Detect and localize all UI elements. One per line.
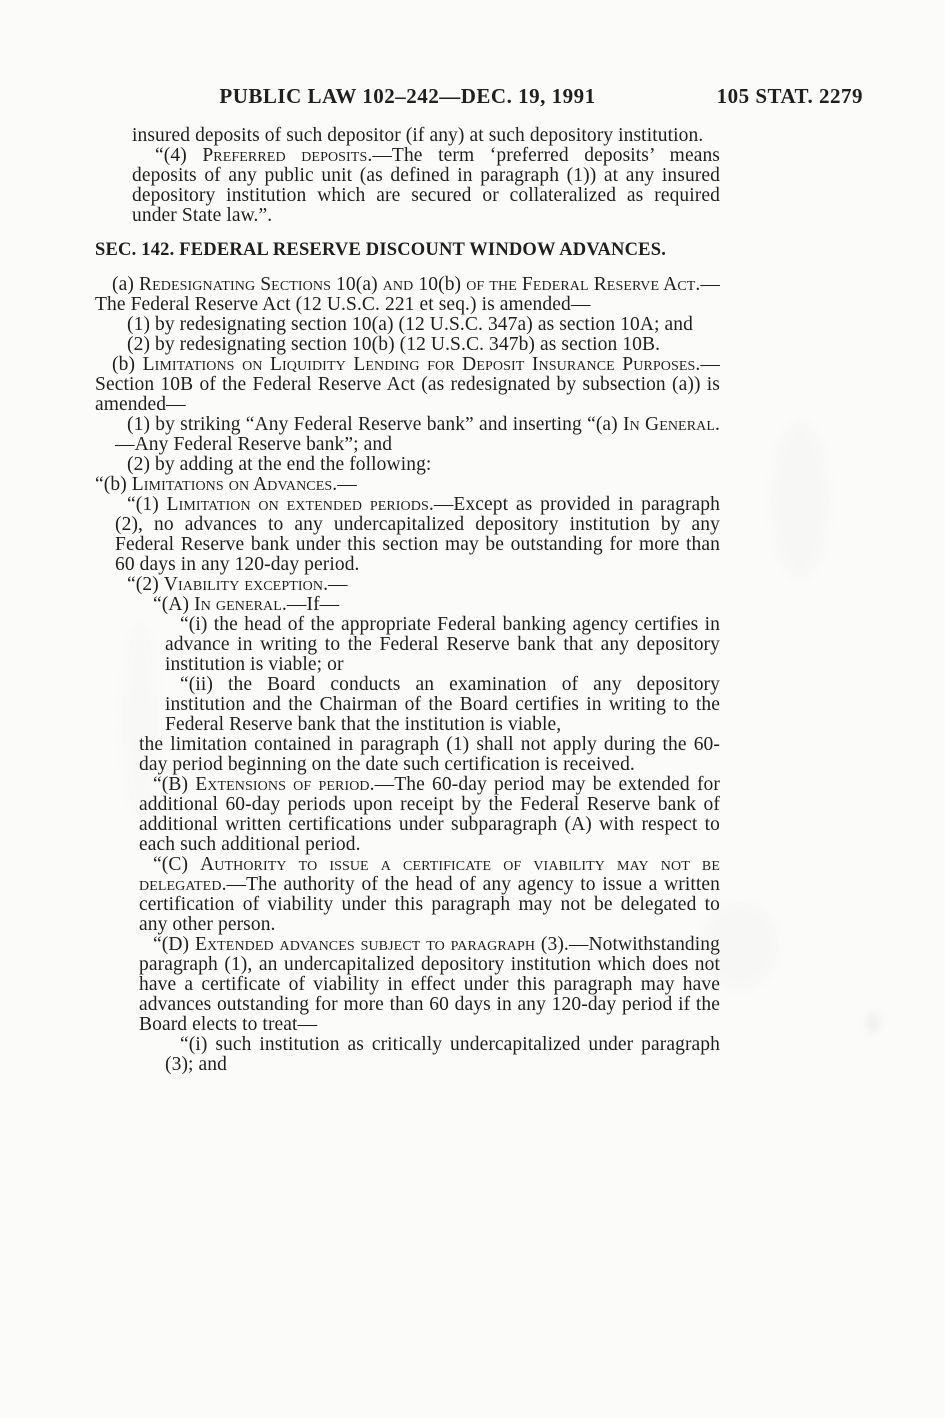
text-run: (b) [112,354,143,375]
small-caps-run: Viability exception [163,574,324,595]
text-run: (a) [112,274,139,295]
scan-smudge [866,1012,880,1034]
text-run: “(4) [155,145,203,166]
small-caps-run: In general [194,594,282,615]
statute-paragraph [139,735,720,775]
text-run: .—The term ‘preferred deposits’ means deposits of any public unit (as defined in paragraph (1)) at any insured depository institution which are secured or collateralized as required under State law.”. [132,145,720,226]
text-run: “(1) [127,494,167,515]
small-caps-run: Preferred deposits [202,145,368,166]
text-run: “(ii) the Board conducts an examination of any depository institution and the Chairman of the Board certifies in writing to the Federal Reserve bank that the institution is viable, [165,674,720,735]
small-caps-run: Limitations on Liquidity Lending for Deposit Insurance Purposes [142,354,696,375]
text-run: “(B) [153,774,196,795]
statute-paragraph [115,495,720,575]
text-run: .—If— [281,594,340,615]
text-run: SEC. 142. FEDERAL RESERVE DISCOUNT WINDOW ADVANCES. [95,240,667,260]
text-run: .—The Federal Reserve Act (12 U.S.C. 221 et seq.) is amended— [95,274,720,315]
text-run: “(A) [153,594,195,615]
text-run: (1) by striking “Any Federal Reserve bank” and inserting “(a) [127,414,623,435]
statute-paragraph [139,855,720,935]
text-run: .—Section 10B of the Federal Reserve Act (as redesignated by subsection (a)) is amended— [95,354,720,415]
text-run: “(C) [153,854,201,875]
text-run: “(b) [95,474,132,495]
statute-paragraph [132,126,720,146]
statute-paragraph [132,146,720,226]
statute-paragraph [115,415,720,455]
statute-paragraph [165,675,720,735]
statute-paragraph [115,455,720,475]
scan-smudge [770,420,830,580]
small-caps-run: and [382,274,414,295]
text-run: .—The authority of the head of any agency to issue a written certification of viability under this paragraph may not be delegated to any other person. [139,874,720,935]
small-caps-run: Limitation on extended periods [166,494,429,515]
small-caps-run: Authority to issue a certificate of viability may not be delegated [139,854,720,895]
text-run: “(D) [153,934,195,955]
section-heading [95,240,720,260]
text-run: “(2) [127,574,164,595]
text-run: .— [332,474,357,495]
statute-paragraph [115,575,720,595]
statute-paragraph [115,315,720,335]
statute-paragraph [139,775,720,855]
small-caps-run: of the Federal Reserve Act [466,274,696,295]
text-run: .— [323,574,348,595]
small-caps-run: In General [622,414,716,435]
text-run: “(i) the head of the appropriate Federal banking agency certifies in advance in writing to the Federal Reserve bank that any depository institution is viable; or [165,614,720,675]
text-run: (1) by redesignating section 10(a) (12 U.S.C. 347a) as section 10A; and [127,314,693,335]
text-run: (2) by adding at the end the following: [127,454,432,475]
text-run: “(i) such institution as critically undercapitalized under paragraph (3); and [165,1034,720,1075]
page-header [95,84,863,108]
public-law-title: PUBLIC LAW 102–242—DEC. 19, 1991 [219,84,596,108]
small-caps-run: Extended advances subject to paragraph (3) [194,934,564,955]
text-run: the limitation contained in paragraph (1) shall not apply during the 60-day period beginning on the date such certification is received. [139,734,720,775]
text-run: 10(a) [330,274,383,295]
statute-paragraph [95,475,720,495]
text-run: .—Any Federal Reserve bank”; and [115,414,720,455]
text-run: .—Except as provided in paragraph (2), no advances to any undercapitalized depository institution by any Federal Reserve bank under this section may be outstanding for more than 60 days in any 120-day period. [115,494,720,575]
statute-paragraph [115,335,720,355]
small-caps-run: Extensions of period [195,774,370,795]
statute-paragraph [95,275,720,315]
statute-paragraph [139,935,720,1035]
statute-body [95,126,720,1075]
text-run: (2) by redesignating section 10(b) (12 U.S.C. 347b) as section 10B. [127,334,661,355]
statute-paragraph [139,595,720,615]
text-run: .—Notwithstanding paragraph (1), an undercapitalized depository institution which does not have a certificate of viability in effect under this paragraph may have advances outstanding for more than 60 days in any 120-day period if the Board elects to treat— [139,934,720,1035]
small-caps-run: Redesignating Sections [139,274,331,295]
text-run: 10(b) [413,274,467,295]
small-caps-run: Limitations on Advances [131,474,333,495]
statute-paragraph [165,615,720,675]
stat-page-number: 105 STAT. 2279 [716,84,863,108]
text-run: insured deposits of such depositor (if any) at such depository institution. [132,125,704,146]
statute-paragraph [95,355,720,415]
statute-paragraph [165,1035,720,1075]
text-run: .—The 60-day period may be extended for additional 60-day periods upon receipt by the Federal Reserve bank of additional written certifications under subparagraph (A) with respect to each such additional period. [139,774,720,855]
